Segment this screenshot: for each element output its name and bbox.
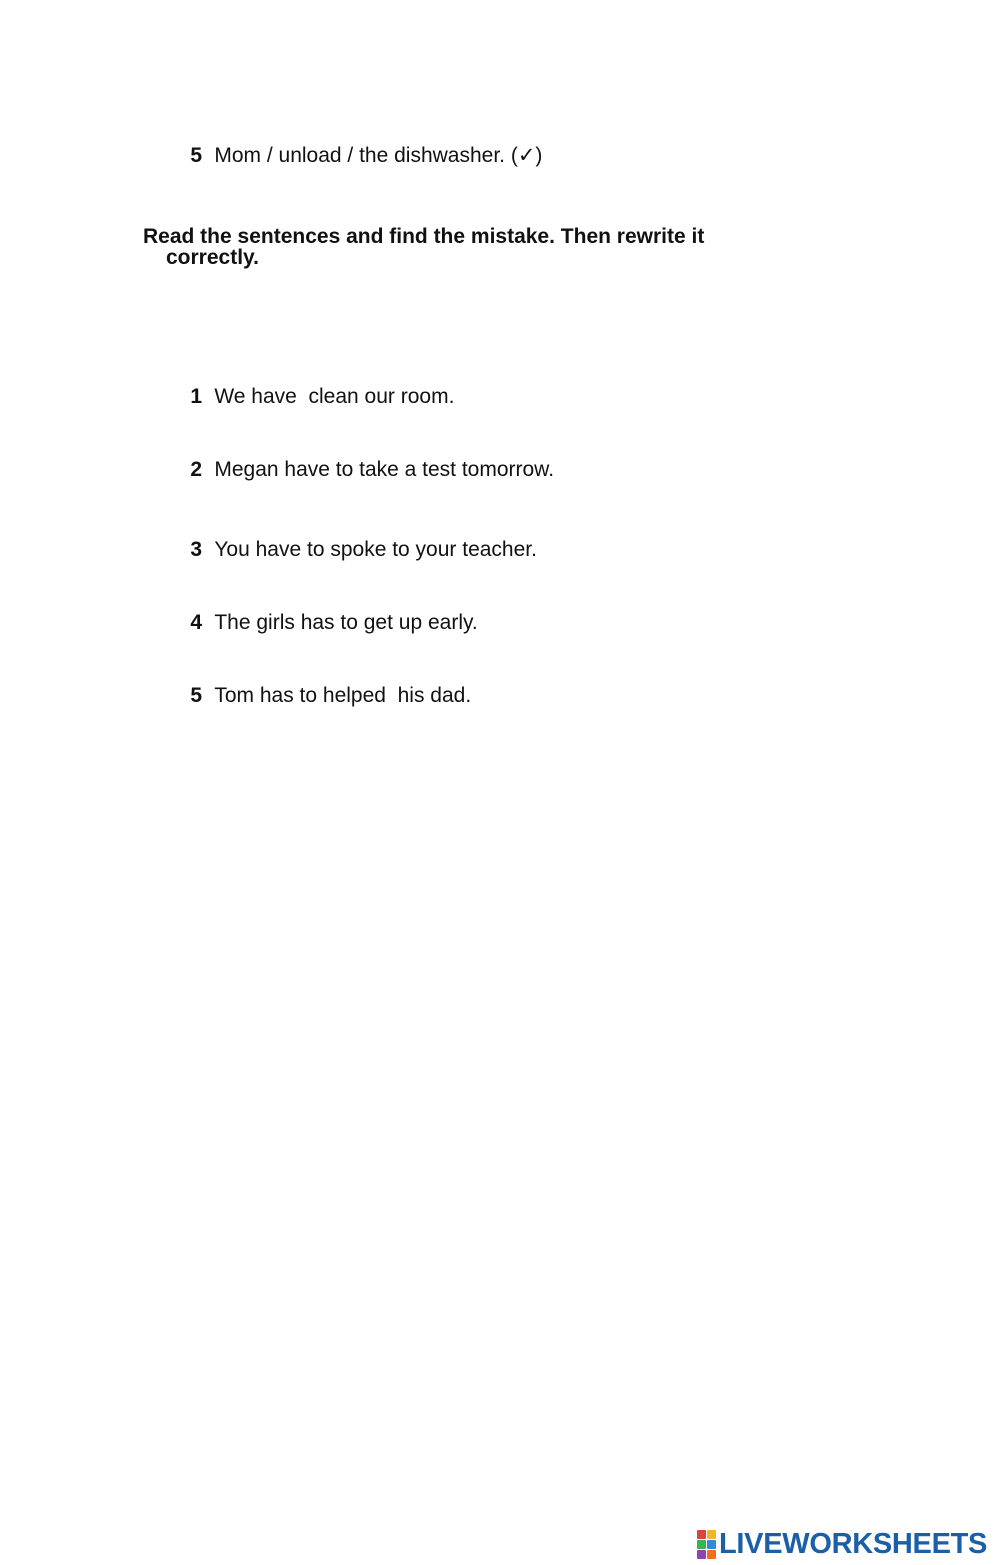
instruction-line-1: Read the sentences and find the mistake. Then rewrite it (143, 225, 705, 248)
item-text: Tom has to helped his dad. (214, 684, 472, 707)
instruction-line-2: correctly. (166, 246, 259, 269)
list-item (167, 361, 454, 433)
item-text: Megan have to take a test tomorrow. (214, 458, 555, 481)
list-item (167, 660, 471, 732)
list-item (167, 587, 478, 659)
list-item (167, 514, 537, 586)
item-text: The girls has to get up early. (214, 611, 478, 634)
exercise-instruction (143, 226, 803, 268)
liveworksheets-logo-icon (697, 1530, 716, 1559)
item-number: 5 (190, 144, 203, 167)
item-number: 5 (190, 684, 203, 707)
item-text: We have clean our room. (214, 385, 455, 408)
logo-text: LIVEWORKSHEETS (719, 1528, 988, 1560)
previous-item-5 (167, 120, 542, 192)
item-number: 1 (190, 385, 203, 408)
item-number: 3 (190, 538, 203, 561)
liveworksheets-logo (697, 1528, 987, 1560)
list-item (167, 434, 554, 506)
item-text: You have to spoke to your teacher. (214, 538, 537, 561)
item-text: Mom / unload / the dishwasher. (✓) (214, 144, 543, 167)
item-number: 2 (190, 458, 203, 481)
item-number: 4 (190, 611, 203, 634)
